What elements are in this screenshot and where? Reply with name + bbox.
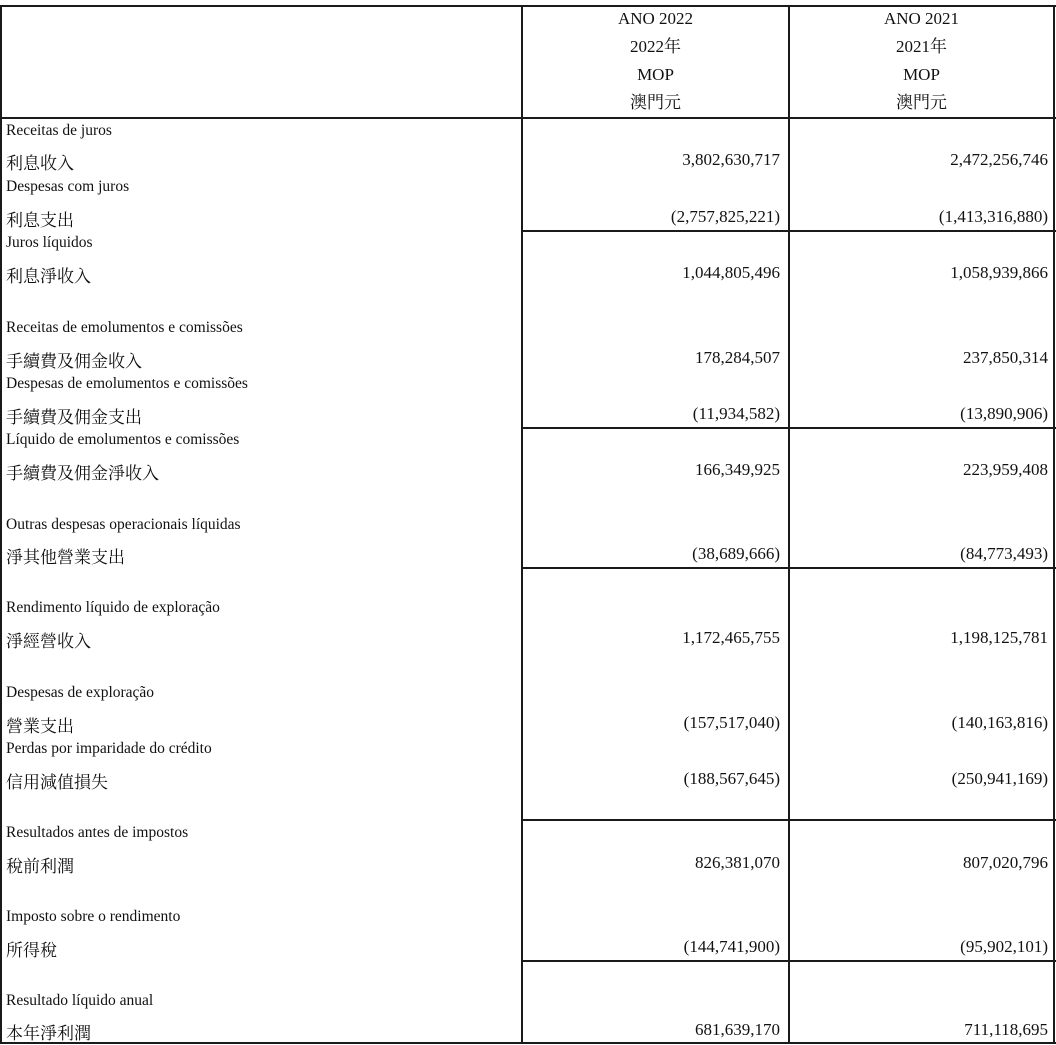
row-label-pt: Receitas de emolumentos e comissões (6, 319, 243, 336)
row-label-pt: Perdas por imparidade do crédito (6, 740, 212, 757)
header-year-chinese: 2021年 (896, 37, 947, 56)
row-label-zh: 手續費及佣金支出 (6, 408, 142, 427)
value-2022: 178,284,507 (695, 348, 780, 367)
row-label-pt: Outras despesas operacionais líquidas (6, 516, 241, 533)
row-label-pt: Resultados antes de impostos (6, 824, 189, 841)
row-label-zh: 利息收入 (6, 154, 74, 173)
value-2022: 1,172,465,755 (682, 628, 780, 647)
value-2022: (144,741,900) (683, 937, 780, 956)
value-2022: (188,567,645) (683, 769, 780, 788)
value-2021: 2,472,256,746 (950, 150, 1048, 169)
value-2021: 237,850,314 (963, 348, 1048, 367)
value-2022: (11,934,582) (692, 404, 780, 423)
value-2021: (140,163,816) (951, 713, 1048, 732)
col-divider-1 (521, 5, 523, 1044)
value-2021: 807,020,796 (963, 853, 1048, 872)
subtotal-rule (521, 819, 1056, 821)
header-year-label: ANO 2021 (883, 9, 960, 28)
header-year-chinese: 2022年 (630, 37, 681, 56)
table-right-border (1053, 5, 1055, 1044)
value-2022: (157,517,040) (683, 713, 780, 732)
value-2022: (38,689,666) (692, 544, 780, 563)
row-label-pt: Resultado líquido anual (6, 992, 154, 1009)
subtotal-rule (521, 230, 1056, 232)
header-currency: MOP (903, 65, 940, 84)
subtotal-rule (521, 960, 1056, 962)
header-currency-chinese: 澳門元 (630, 93, 681, 112)
value-2021: (250,941,169) (951, 769, 1048, 788)
row-label-zh: 利息支出 (6, 211, 74, 230)
row-label-pt: Receitas de juros (6, 122, 112, 139)
row-label-zh: 本年淨利潤 (6, 1024, 91, 1043)
row-label-pt: Juros líquidos (6, 234, 93, 251)
value-2022: 166,349,925 (695, 460, 780, 479)
row-label-pt: Rendimento líquido de exploração (6, 599, 220, 616)
value-2021: 223,959,408 (963, 460, 1048, 479)
row-label-zh: 利息淨收入 (6, 267, 91, 286)
value-2021: (13,890,906) (960, 404, 1048, 423)
row-label-zh: 手續費及佣金收入 (6, 352, 142, 371)
row-label-zh: 稅前利潤 (6, 857, 74, 876)
row-label-pt: Despesas com juros (6, 178, 130, 195)
value-2022: 826,381,070 (695, 853, 780, 872)
row-label-zh: 所得稅 (6, 941, 57, 960)
value-2022: (2,757,825,221) (670, 207, 780, 226)
header-currency: MOP (637, 65, 674, 84)
header-bottom-border (0, 117, 1056, 119)
header-currency-chinese: 澳門元 (896, 93, 947, 112)
header-year-label: ANO 2022 (617, 9, 694, 28)
column-header-2022 (523, 5, 788, 117)
row-label-zh: 淨其他營業支出 (6, 548, 125, 567)
value-2022: 681,639,170 (695, 1020, 780, 1039)
value-2021: 711,118,695 (964, 1020, 1048, 1039)
column-header-2021 (790, 5, 1053, 117)
row-label-zh: 信用減值損失 (6, 773, 108, 792)
subtotal-rule (521, 427, 1056, 429)
row-label-pt: Despesas de emolumentos e comissões (6, 375, 248, 392)
value-2021: (84,773,493) (960, 544, 1048, 563)
value-2021: 1,198,125,781 (950, 628, 1048, 647)
row-label-zh: 淨經營收入 (6, 632, 91, 651)
subtotal-rule (521, 567, 1056, 569)
table-bottom-border (0, 1042, 1056, 1044)
value-2022: 1,044,805,496 (682, 263, 780, 282)
table-left-border (0, 5, 2, 1044)
value-2021: (95,902,101) (960, 937, 1048, 956)
value-2022: 3,802,630,717 (682, 150, 780, 169)
row-label-pt: Imposto sobre o rendimento (6, 908, 181, 925)
row-label-pt: Líquido de emolumentos e comissões (6, 431, 240, 448)
value-2021: 1,058,939,866 (950, 263, 1048, 282)
row-label-zh: 營業支出 (6, 717, 74, 736)
value-2021: (1,413,316,880) (938, 207, 1048, 226)
col-divider-2 (788, 5, 790, 1044)
row-label-pt: Despesas de exploração (6, 684, 155, 701)
row-label-zh: 手續費及佣金淨收入 (6, 464, 159, 483)
